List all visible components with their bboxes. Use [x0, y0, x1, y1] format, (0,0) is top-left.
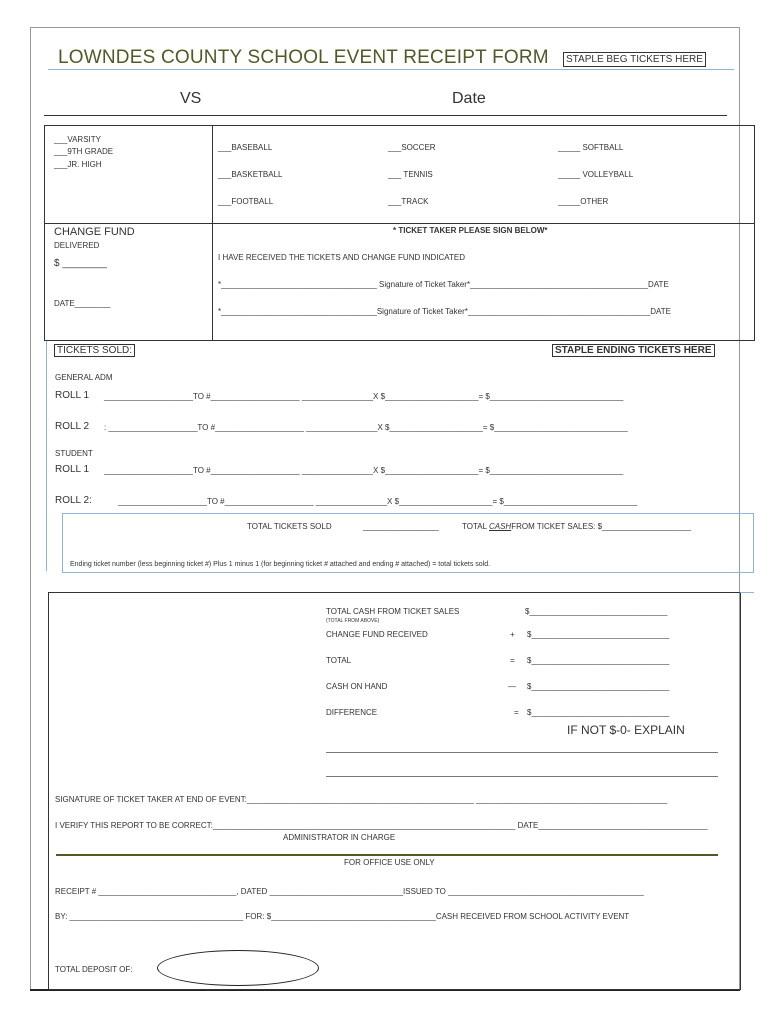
sport-other: _____OTHER [558, 197, 609, 206]
summary-label: TOTAL [326, 656, 352, 665]
summary-op: = [514, 708, 519, 717]
vs-label: VS [180, 90, 202, 107]
tickets-left-rule [46, 341, 47, 571]
title-rule [48, 69, 734, 70]
total-from-above: (TOTAL FROM ABOVE) [326, 618, 380, 624]
change-fund-delivered: DELIVERED [54, 241, 100, 250]
vs-date-line [44, 115, 727, 116]
event-info-divider [212, 125, 213, 341]
by-line: BY: _______________________________________ FOR: $_____________________________________CASH RECEIVED FROM SCHOOL ACTIVITY EVENT [55, 912, 630, 921]
change-fund-date: DATE________ [54, 299, 111, 308]
ticket-taker-signature-2: *___________________________________Signature of Ticket Taker*_________________________________________DATE [218, 307, 672, 316]
general-adm-label: GENERAL ADM [55, 373, 113, 382]
total-deposit-oval [157, 950, 319, 986]
sport-softball: _____ SOFTBALL [558, 143, 624, 152]
explain-line-2 [326, 776, 718, 777]
summary-value: $_______________________________ [527, 630, 670, 639]
roll-label: ROLL 2: [55, 495, 92, 506]
roll-line: : ____________________TO #____________________ ________________X $_____________________= $______________________________ [104, 423, 628, 432]
summary-op: + [510, 630, 515, 639]
change-fund-title: CHANGE FUND [54, 226, 135, 238]
signature-end-of-event: SIGNATURE OF TICKET TAKER AT END OF EVENT:___________________________________________________ ___________________________________________ [55, 795, 668, 804]
roll-label: ROLL 1 [55, 390, 90, 401]
sport-tennis: ___ TENNIS [388, 170, 433, 179]
ticket-taker-signature-1: *___________________________________ Signature of Ticket Taker*________________________________________DATE [218, 280, 669, 289]
ticket-taker-received: I HAVE RECEIVED THE TICKETS AND CHANGE FUND INDICATED [218, 253, 465, 262]
roll-label: ROLL 1 [55, 464, 90, 475]
student-label: STUDENT [55, 449, 93, 458]
summary-op: = [510, 656, 515, 665]
sports-bottom-rule [44, 223, 755, 224]
roll-line: ____________________TO #____________________ ________________X $_____________________= $______________________________ [104, 466, 624, 475]
office-use-rule [56, 854, 718, 856]
form-title: LOWNDES COUNTY SCHOOL EVENT RECEIPT FORM [58, 47, 549, 68]
change-fund-amount: $ ________ [54, 258, 107, 269]
sport-basketball: ___BASKETBALL [218, 170, 283, 179]
tickets-sold-title: TICKETS SOLD: [54, 344, 135, 357]
summary-value: $_______________________________ [527, 656, 670, 665]
summary-label: DIFFERENCE [326, 708, 378, 717]
staple-beg-tickets: STAPLE BEG TICKETS HERE [563, 52, 706, 67]
if-not-explain: IF NOT $-0- EXPLAIN [567, 723, 685, 737]
summary-op: — [508, 682, 516, 691]
page-border-top [30, 27, 740, 28]
level-9th-grade: ___9TH GRADE [54, 147, 114, 156]
sport-baseball: ___BASEBALL [218, 143, 273, 152]
roll-label: ROLL 2 [55, 421, 90, 432]
summary-section [48, 592, 741, 990]
sport-football: ___FOOTBALL [218, 197, 274, 206]
verify-report: I VERIFY THIS REPORT TO BE CORRECT:____________________________________________________________________ DATE______________________________________ [55, 821, 708, 830]
staple-ending-tickets: STAPLE ENDING TICKETS HERE [552, 344, 715, 357]
summary-value: $_______________________________ [525, 607, 668, 616]
sport-track: ___TRACK [388, 197, 429, 206]
page-border-left [30, 27, 31, 990]
explain-line-1 [326, 752, 718, 753]
level-varsity: ___VARSITY [54, 135, 101, 144]
total-tickets-blank: _________________ [363, 522, 439, 531]
summary-label: CHANGE FUND RECEIVED [326, 630, 428, 639]
ticket-taker-header: * TICKET TAKER PLEASE SIGN BELOW* [393, 226, 548, 235]
total-deposit-label: TOTAL DEPOSIT OF: [55, 965, 133, 974]
date-label: Date [452, 90, 486, 107]
summary-label: TOTAL CASH FROM TICKET SALES [326, 607, 460, 616]
level-jr-high: ___JR. HIGH [54, 160, 102, 169]
for-office-use-only: FOR OFFICE USE ONLY [344, 858, 435, 867]
ending-ticket-note: Ending ticket number (less beginning ticket #) Plus 1 minus 1 (for beginning ticket # attached and ending # attached) = total tickets sold. [70, 561, 491, 568]
summary-value: $_______________________________ [527, 682, 670, 691]
summary-blue-rule [740, 592, 754, 593]
administrator-in-charge: ADMINISTRATOR IN CHARGE [283, 833, 396, 842]
roll-line: ____________________TO #____________________ ________________X $_____________________= $______________________________ [104, 392, 624, 401]
roll-line: ____________________TO #____________________ ________________X $_____________________= $______________________________ [118, 497, 638, 506]
receipt-line: RECEIPT # _______________________________, DATED ______________________________ISSUED TO ____________________________________________ [55, 887, 644, 896]
total-cash-sales: TOTAL CASHFROM TICKET SALES: $____________________ [462, 522, 692, 531]
total-tickets-sold: TOTAL TICKETS SOLD [247, 522, 332, 531]
sport-volleyball: _____ VOLLEYBALL [558, 170, 634, 179]
summary-label: CASH ON HAND [326, 682, 388, 691]
sport-soccer: ___SOCCER [388, 143, 436, 152]
summary-value: $_______________________________ [527, 708, 670, 717]
